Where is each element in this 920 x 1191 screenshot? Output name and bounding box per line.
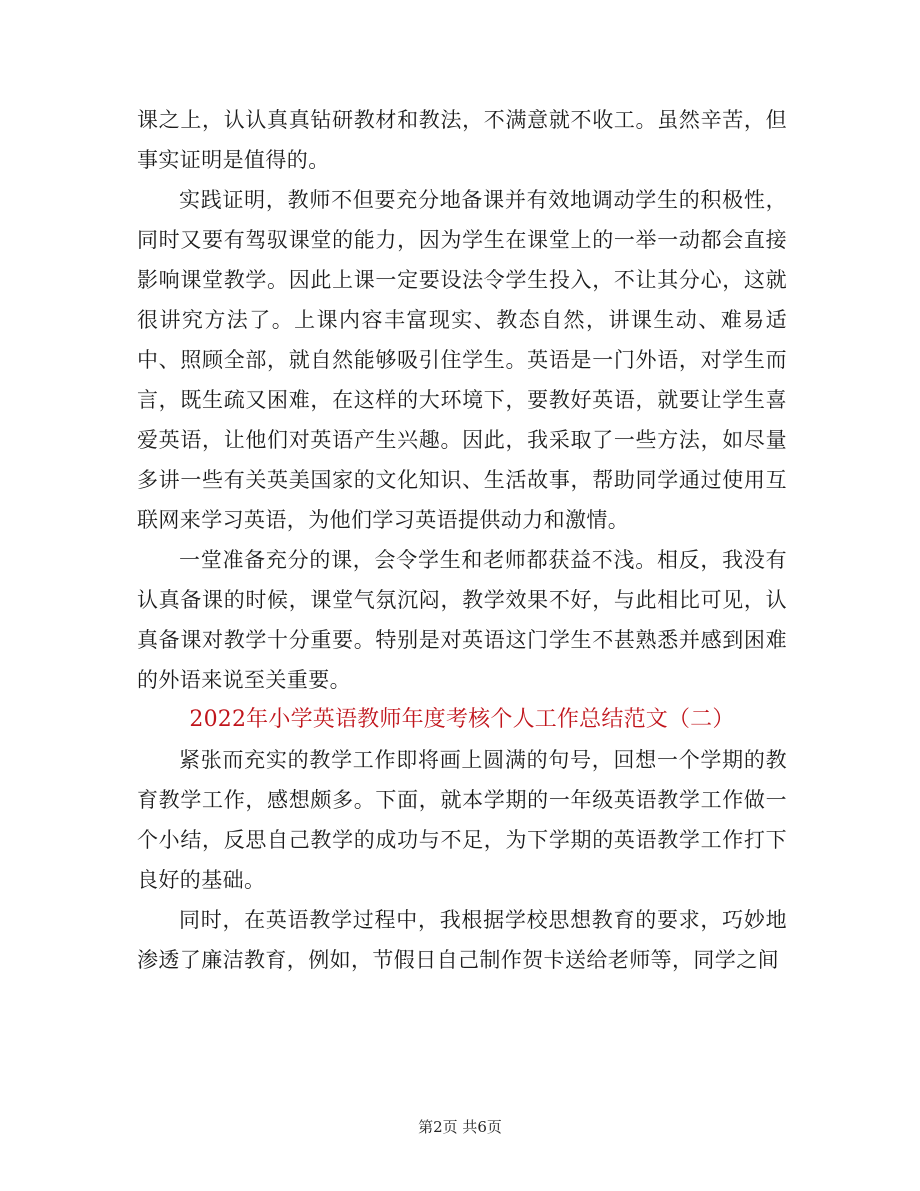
paragraph-4: 紧张而充实的教学工作即将画上圆满的句号，回想一个学期的教育教学工作，感想颇多。下面，就本学期的一年级英语教学工作做一个小结，反思自己教学的成功与不足，为下学期的英语教学工作打下良好的基础。	[137, 748, 787, 892]
page-footer: 第2页 共6页	[418, 1118, 502, 1136]
paragraph-1: 课之上，认认真真钻研教材和教法，不满意就不收工。虽然辛苦，但事实证明是值得的。	[137, 108, 787, 172]
paragraph-2: 实践证明，教师不但要充分地备课并有效地调动学生的积极性，同时又要有驾驭课堂的能力，因为学生在课堂上的一举一动都会直接影响课堂教学。因此上课一定要设法令学生投入，不让其分心，这就很讲究方法了。上课内容丰富现实、教态自然，讲课生动、难易适中、照顾全部，就自然能够吸引住学生。英语是一门外语，对学生而言，既生疏又困难，在这样的大环境下，要教好英语，就要让学生喜爱英语，让他们对英语产生兴趣。因此，我采取了一些方法，如尽量多讲一些有关英美国家的文化知识、生活故事，帮助同学通过使用互联网来学习英语，为他们学习英语提供动力和激情。	[137, 188, 787, 532]
document-body	[137, 100, 787, 980]
section-title: 2022年小学英语教师年度考核个人工作总结范文（二）	[189, 707, 735, 732]
paragraph-3: 一堂准备充分的课，会令学生和老师都获益不浅。相反，我没有认真备课的时候，课堂气氛沉闷，教学效果不好，与此相比可见，认真备课对教学十分重要。特别是对英语这门学生不甚熟悉并感到困难的外语来说至关重要。	[137, 548, 787, 692]
paragraph-5: 同时，在英语教学过程中，我根据学校思想教育的要求，巧妙地渗透了廉洁教育，例如，节假日自己制作贺卡送给老师等，同学之间	[137, 908, 787, 972]
